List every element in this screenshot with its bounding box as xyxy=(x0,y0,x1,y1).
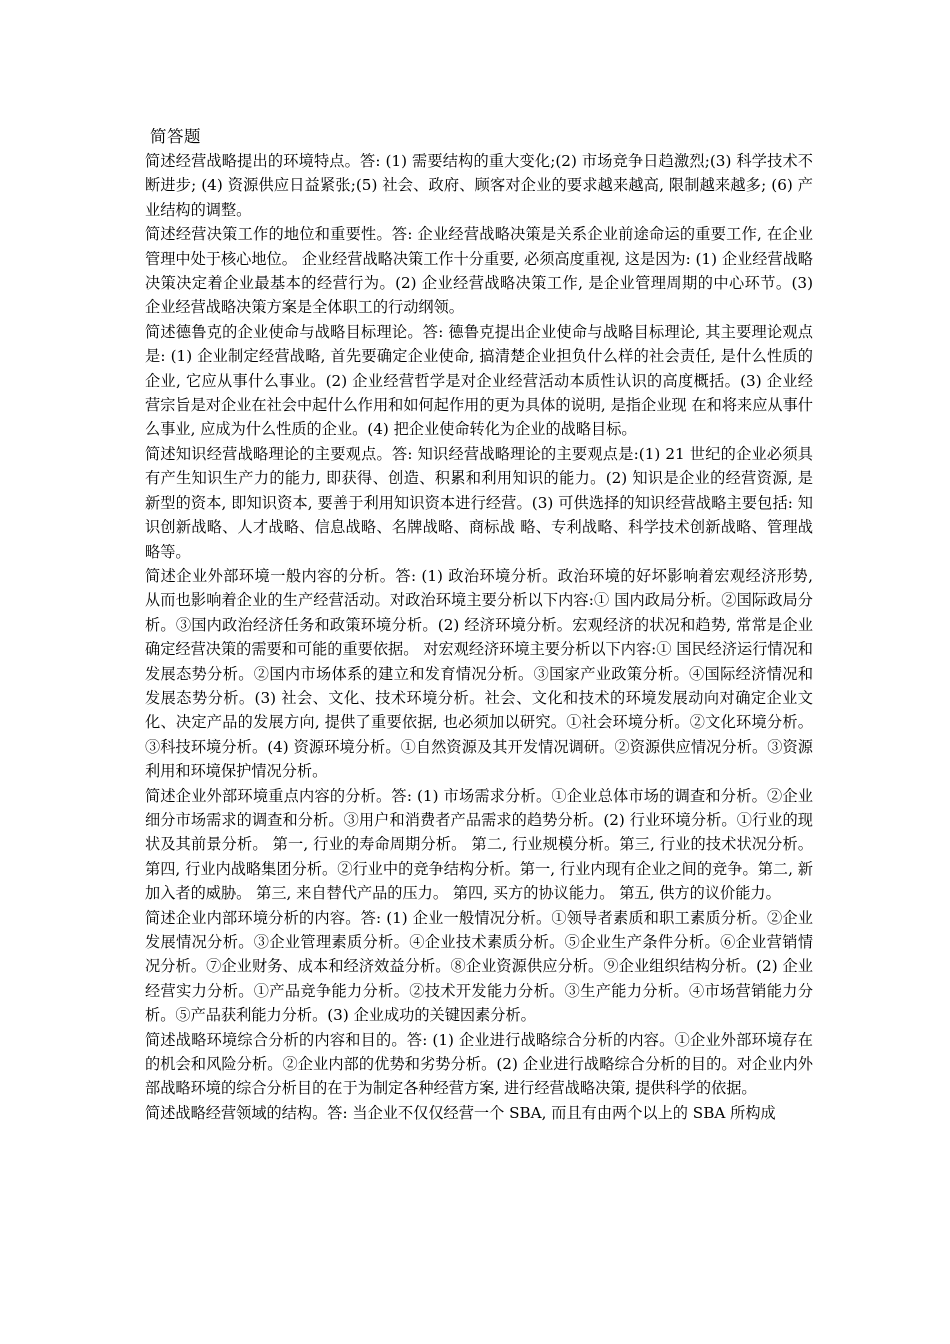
paragraph-external-general: 简述企业外部环境一般内容的分析。答: (1) 政治环境分析。政治环境的好坏影响着宏观经济形势, 从而也影响着企业的生产经营活动。对政治环境主要分析以下内容:① 国内政局分析。②国际政局分析。③国内政治经济任务和政策环境分析。(2) 经济环境分析。宏观经济的状况和趋势, 常常是企业确定经营决策的需要和可能的重要依据。 对宏观经济环境主要分析以下内容:① 国民经济运行情况和发展态势分析。②国内市场体系的建立和发育情况分析。③国家产业政策分析。④国际经济情况和发展态势分析。(3) 社会、文化、技术环境分析。社会、文化和技术的环境发展动向对确定企业文化、决定产品的发展方向, 提供了重要依据, 也必须加以研究。①社会环境分析。②文化环境分析。③科技环境分析。(4) 资源环境分析。①自然资源及其开发情况调研。②资源供应情况分析。③资源利用和环境保护情况分析。 xyxy=(145,566,813,781)
paragraph-knowledge-strategy: 简述知识经营战略理论的主要观点。答: 知识经营战略理论的主要观点是:(1) 21 世纪的企业必须具有产生知识生产力的能力, 即获得、创造、积累和利用知识的能力。(2) 知识是企业的经营资源, 是新型的资本, 即知识资本, 要善于利用知识资本进行经营。(3) 可供选择的知识经营战略主要包括: 知识创新战略、人才战略、信息战略、名牌战略、商标战 略、专利战略、科学技术创新战略、管理战略等。 xyxy=(145,444,813,561)
section-heading: 简答题 xyxy=(150,127,201,146)
paragraph-decision-importance: 简述经营决策工作的地位和重要性。答: 企业经营战略决策是关系企业前途命运的重要工作, 在企业管理中处于核心地位。 企业经营战略决策工作十分重要, 必须高度重视, 这是因为: (1) 企业经营战略决策决定着企业最基本的经营行为。(2) 企业经营战略决策工作, 是企业管理周期的中心环节。(3) 企业经营战略决策方案是全体职工的行动纲领。 xyxy=(145,225,813,317)
paragraph-external-key: 简述企业外部环境重点内容的分析。答: (1) 市场需求分析。①企业总体市场的调查和分析。②企业细分市场需求的调查和分析。③用户和消费者产品需求的趋势分析。(2) 行业环境分析。①行业的现状及其前景分析。 第一, 行业的寿命周期分析。 第二, 行业规模分析。第三, 行业的技术状况分析。第四, 行业内战略集团分析。②行业中的竞争结构分析。第一, 行业内现有企业之间的竞争。第二, 新加入者的威胁。 第三, 来自替代产品的压力。 第四, 买方的协议能力。 第五, 供方的议价能力。 xyxy=(145,786,813,903)
paragraph-environment-features: 简述经营战略提出的环境特点。答: (1) 需要结构的重大变化;(2) 市场竞争日趋激烈;(3) 科学技术不断进步; (4) 资源供应日益紧张;(5) 社会、政府、顾客对企业的要求越来越高, 限制越来越多; (6) 产业结构的调整。 xyxy=(145,152,813,219)
paragraph-sba-structure: 简述战略经营领域的结构。答: 当企业不仅仅经营一个 SBA, 而且有由两个以上的 SBA 所构成 xyxy=(145,1103,776,1122)
paragraph-drucker-theory: 简述德鲁克的企业使命与战略目标理论。答: 德鲁克提出企业使命与战略目标理论, 其主要理论观点是: (1) 企业制定经营战略, 首先要确定企业使命, 搞清楚企业担负什么样的社会责任, 是什么性质的企业, 它应从事什么事业。(2) 企业经营哲学是对企业经营活动本质性认识的高度概括。(3) 企业经营宗旨是对企业在社会中起什么作用和如何起作用的更为具体的说明, 是指企业现 在和将来应从事什么事业, 应成为什么性质的企业。(4) 把企业使命转化为企业的战略目标。 xyxy=(145,322,813,439)
document-body xyxy=(145,124,813,1125)
paragraph-comprehensive-analysis: 简述战略环境综合分析的内容和目的。答: (1) 企业进行战略综合分析的内容。①企业外部环境存在的机会和风险分析。②企业内部的优势和劣势分析。(2) 企业进行战略综合分析的目的。对企业内外部战略环境的综合分析目的在于为制定各种经营方案, 进行经营战略决策, 提供科学的依据。 xyxy=(145,1030,813,1098)
paragraph-internal-analysis: 简述企业内部环境分析的内容。答: (1) 企业一般情况分析。①领导者素质和职工素质分析。②企业发展情况分析。③企业管理素质分析。④企业技术素质分析。⑤企业生产条件分析。⑥企业营销情况分析。⑦企业财务、成本和经济效益分析。⑧企业资源供应分析。⑨企业组织结构分析。(2) 企业经营实力分析。①产品竞争能力分析。②技术开发能力分析。③生产能力分析。④市场营销能力分析。⑤产品获利能力分析。(3) 企业成功的关键因素分析。 xyxy=(145,908,813,1025)
